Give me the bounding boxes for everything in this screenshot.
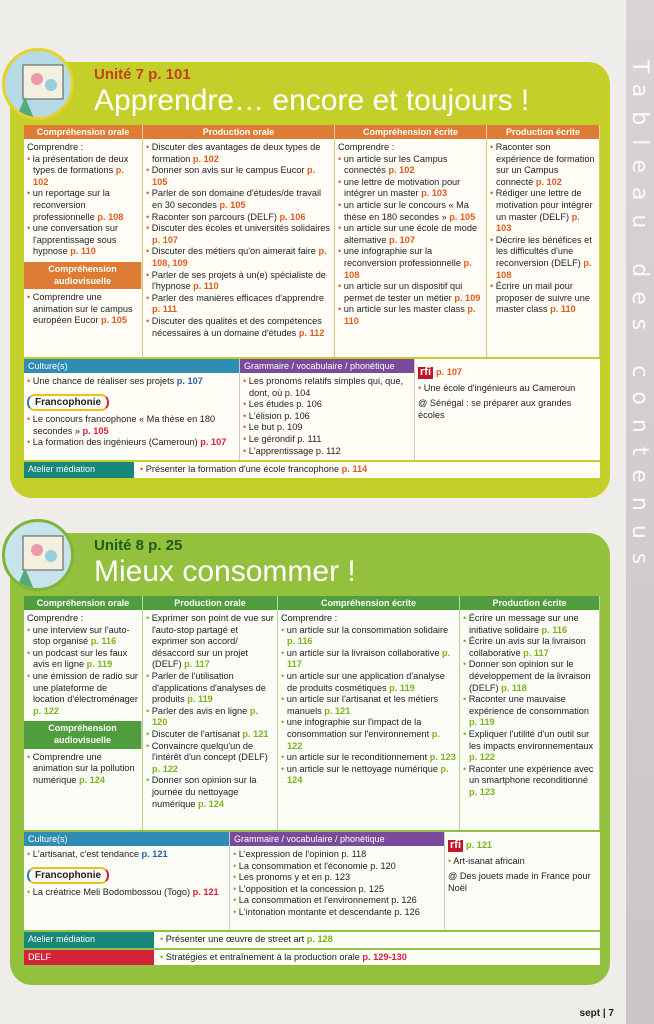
item-text: Discuter des écoles et universités solidaires [151, 223, 330, 234]
rfi-list [418, 383, 597, 395]
grammar-cell [240, 359, 415, 460]
page-ref[interactable]: p. 119 [86, 659, 113, 670]
table-body-row [24, 610, 600, 830]
audiovisual-header: Compréhension audiovisuelle [24, 262, 142, 289]
item-text: Raconter une expérience avec un smartphone reconditionné [468, 763, 594, 786]
item-text: une lettre de motivation pour intégrer un master [343, 176, 461, 199]
list-item [243, 399, 411, 411]
item-text: un article sur les Campus connectés [343, 153, 448, 176]
rfi-page-ref[interactable]: p. 107 [436, 367, 463, 377]
item-text: Donner son opinion sur la journée du nettoyage numérique [151, 775, 257, 809]
delf-row [24, 948, 600, 966]
item-text: Comprendre une animation sur le campus européen Eucor [32, 292, 133, 326]
page-ref[interactable]: p. 124 [78, 774, 106, 785]
list-item [281, 648, 456, 671]
item-list [281, 625, 456, 787]
rfi-item: • Art-isanat africain [448, 856, 597, 868]
rfi-item: • Une école d'ingénieurs au Cameroun [418, 383, 597, 395]
item-text: un podcast sur les faux avis en ligne [32, 647, 128, 670]
list-item [463, 613, 596, 636]
page-ref[interactable]: p. 102 [535, 176, 562, 187]
atelier-mediation-row [24, 930, 600, 948]
list-item [27, 849, 226, 861]
list-item [338, 223, 483, 246]
rfi-logo: rfi [420, 366, 431, 378]
culture-header: Culture(s) [24, 832, 229, 846]
page-ref[interactable]: p. 109 [454, 292, 481, 303]
item-text: Raconter une mauvaise expérience de consommation [468, 694, 590, 716]
item-text: Parler des manières efficaces d'apprendre [151, 292, 324, 303]
rfi-page-ref[interactable]: p. 121 [466, 840, 493, 850]
francophonie-badge: Francophonie [27, 867, 109, 885]
list-item [338, 154, 483, 177]
list-item [243, 422, 411, 434]
item-text: Exprimer son point de vue sur l'auto-stop partagé et exprimer son accord/ désaccord sur un projet (DELF) [151, 613, 274, 670]
delf-page-ref[interactable]: p. 129-130 [362, 951, 407, 962]
page-ref[interactable]: p. 108 [496, 257, 592, 280]
production-orale-cell [143, 139, 335, 357]
list-item [233, 849, 441, 861]
item-text: La formation des ingénieurs (Cameroun) [32, 437, 201, 448]
page-ref[interactable]: p. 108, 109 [152, 246, 327, 268]
item-text: un article sur une application d'analyse de produits cosmétiques [286, 670, 445, 693]
page-ref[interactable]: p. 102 [388, 165, 415, 176]
comprehension-orale-cell [24, 139, 143, 357]
list-item [281, 764, 456, 787]
production-ecrite-cell [487, 139, 600, 357]
list-item [27, 648, 139, 671]
item-text: Les pronoms relatifs simples qui, que, dont, où p. 104 [248, 376, 403, 398]
side-title: Tableau des contenus [627, 60, 652, 579]
page-ref[interactable]: p. 107 [176, 376, 203, 386]
column-header: Production orale [143, 596, 278, 610]
item-text: une interview sur l'auto-stop organisé [32, 624, 130, 647]
list-item [27, 188, 139, 223]
item-text: Écrire un avis sur la livraison collaborative [468, 636, 586, 658]
item-text: L'opposition et la concession p. 125 [238, 883, 385, 894]
item-text: Une chance de réaliser ses projets [32, 376, 177, 386]
page-ref[interactable]: p. 122 [287, 728, 440, 751]
item-text: Écrire un mail pour proposer de suivre une master class [495, 281, 590, 315]
list-item [281, 671, 456, 694]
page-ref[interactable]: p. 122 [152, 763, 179, 774]
page-ref[interactable]: p. 105 [152, 165, 316, 187]
francophonie-badge: Francophonie [27, 394, 109, 412]
column-header: Compréhension écrite [278, 596, 460, 610]
page-ref[interactable]: p. 116 [541, 624, 568, 635]
item-text: Discuter de l'artisanat [151, 728, 243, 739]
list-item [146, 165, 331, 188]
list-item [27, 437, 236, 449]
list-item [146, 613, 274, 671]
page-ref[interactable]: p. 105 [449, 211, 476, 222]
page-ref[interactable]: p. 122 [469, 752, 496, 763]
page-ref[interactable]: p. 105 [82, 425, 109, 436]
table-body-row [24, 139, 600, 357]
item-text: un reportage sur la reconversion professionnelle [32, 188, 110, 222]
list-item [281, 625, 456, 648]
item-text: L'expression de l'opinion p. 118 [238, 849, 367, 859]
list-item [146, 246, 331, 269]
item-text: un article sur le nettoyage numérique [286, 763, 441, 774]
item-text: Donner son opinion sur le développement de la livraison (DELF) [468, 659, 591, 693]
list-item [146, 223, 331, 246]
atelier-mediation-page-ref[interactable]: p. 114 [341, 464, 368, 475]
delf-content [154, 950, 413, 966]
list-item [27, 292, 139, 327]
rfi-header [418, 367, 597, 379]
bullet-icon: • [160, 951, 166, 962]
contents-table [24, 125, 600, 478]
column-header: Compréhension orale [24, 125, 143, 139]
unit-illustration [2, 48, 74, 120]
comprehension-ecrite-cell [278, 610, 460, 830]
list-item [146, 729, 274, 741]
culture-header: Culture(s) [24, 359, 239, 373]
list-item [281, 694, 456, 717]
list-item [27, 671, 139, 717]
list-item [243, 446, 411, 458]
page-ref[interactable]: p. 117 [287, 647, 451, 670]
production-orale-cell [143, 610, 278, 830]
item-text: Parler de ses projets à un(e) spécialiste de l'hypnose [151, 269, 326, 292]
page-ref[interactable]: p. 103 [496, 211, 580, 234]
item-list [27, 887, 226, 899]
page-ref[interactable]: p. 121 [242, 728, 269, 739]
list-item [27, 625, 139, 648]
atelier-mediation-page-ref[interactable]: p. 128 [306, 934, 333, 944]
list-item [146, 142, 331, 165]
culture-items [24, 846, 229, 902]
co-intro: Comprendre : [27, 142, 84, 152]
list-item [146, 293, 331, 316]
atelier-mediation-text: Présenter une œuvre de street art [165, 934, 307, 944]
unit-title: Mieux consommer ! [94, 555, 356, 588]
list-item [146, 270, 331, 293]
list-item [233, 895, 441, 907]
rfi-logo: rfi [450, 839, 461, 851]
page-ref[interactable]: p. 123 [429, 752, 456, 763]
item-text: Discuter des qualités et des compétences nécessaires à un domaine d'études [151, 315, 322, 338]
table-header-row [24, 125, 600, 139]
culture-cell [24, 832, 230, 930]
bullet-icon: • [140, 464, 146, 475]
page-ref[interactable]: p. 122 [33, 705, 60, 716]
page-ref[interactable]: p. 105 [219, 199, 246, 210]
comprehension-orale-cell [24, 610, 143, 830]
item-list [27, 292, 139, 327]
list-item [146, 775, 274, 810]
column-header: Production orale [143, 125, 335, 139]
page-ref[interactable]: p. 120 [152, 705, 259, 728]
item-list [27, 752, 139, 787]
list-item [338, 200, 483, 223]
page-ref[interactable]: p. 107 [200, 437, 227, 448]
list-item [27, 414, 236, 437]
item-text: la présentation de deux types de formations [32, 153, 129, 176]
unit-7-card [10, 62, 610, 498]
page-ref[interactable]: p. 117 [523, 647, 549, 658]
page-ref[interactable]: p. 110 [70, 246, 96, 257]
item-text: Raconter son expérience de formation sur un Campus connecté [495, 142, 595, 187]
culture-items [24, 373, 239, 452]
ce-intro: Comprendre : [281, 613, 338, 623]
column-header: Compréhension orale [24, 596, 143, 610]
item-list [27, 376, 236, 388]
item-text: L'artisanat, c'est tendance [32, 849, 142, 859]
item-text: Comprendre une animation sur la pollution numérique [32, 751, 135, 785]
side-strip [626, 0, 654, 1024]
page-ref[interactable]: p. 111 [152, 304, 178, 315]
item-list [338, 154, 483, 328]
list-item [27, 223, 139, 258]
item-text: un article sur le reconditionnement [286, 752, 430, 763]
list-item [233, 861, 441, 873]
item-text: Les pronoms y et en p. 123 [238, 872, 351, 883]
list-item [281, 752, 456, 764]
item-text: un article sur les master class [343, 304, 468, 315]
atelier-mediation-header: Atelier médiation [24, 932, 154, 948]
unit-illustration [2, 519, 74, 591]
item-list [463, 613, 596, 799]
list-item [243, 434, 411, 446]
page-ref[interactable]: p. 110 [344, 304, 476, 326]
item-list [233, 849, 441, 919]
list-item [233, 907, 441, 919]
list-item [27, 752, 139, 787]
item-list [146, 142, 331, 339]
item-text: Décrire les bénéfices et les difficultés d'une reconversion (DELF) [495, 234, 592, 268]
rfi-web-item[interactable]: @ Des jouets made in France pour Noël [448, 871, 597, 894]
page-ref[interactable]: p. 121 [192, 887, 219, 898]
unit-label[interactable]: Unité 8 p. 25 [94, 537, 183, 554]
ce-intro: Comprendre : [338, 142, 395, 152]
item-text: Le gérondif p. 111 [248, 433, 322, 444]
production-ecrite-cell [460, 610, 600, 830]
list-item [463, 764, 596, 799]
item-text: Le but p. 109 [248, 422, 303, 433]
page-ref[interactable]: p. 112 [298, 327, 325, 338]
delf-header: DELF [24, 950, 154, 966]
rfi-web-item[interactable]: @ Sénégal : se préparer aux grandes écoles [418, 398, 597, 421]
grammar-items [240, 373, 414, 460]
list-item [27, 154, 139, 189]
atelier-mediation-row [24, 460, 600, 478]
culture-grammar-row [24, 830, 600, 930]
item-text: Rédiger une lettre de motivation pour intégrer un master (DELF) [495, 188, 593, 222]
item-text: Le concours francophone « Ma thèse en 180 secondes » [32, 414, 216, 436]
item-text: un article sur l'artisanat et les métiers manuels [286, 694, 439, 716]
item-list [243, 376, 411, 457]
item-text: une émission de radio sur une plateforme de location d'électroménager [32, 670, 138, 705]
unit-8-card [10, 533, 610, 985]
item-text: La créatrice Meli Bodombossou (Togo) [32, 887, 193, 898]
list-item [463, 659, 596, 694]
item-list [490, 142, 596, 316]
list-item [490, 188, 596, 234]
grammar-header: Grammaire / vocabulaire / phonétique [230, 832, 444, 846]
item-text: Discuter des métiers qu'on aimerait faire [151, 246, 319, 257]
item-list [27, 414, 236, 449]
bullet-icon: • [160, 934, 166, 944]
list-item [146, 706, 274, 729]
list-item [146, 671, 274, 706]
list-item [338, 304, 483, 327]
item-text: Parler de l'utilisation d'applications d'analyses de produits [151, 670, 266, 705]
grammar-items [230, 846, 444, 922]
page-number: sept | 7 [579, 1008, 614, 1019]
item-text: Donner son avis sur le campus Eucor [151, 165, 308, 176]
page-ref[interactable]: p. 119 [389, 682, 415, 693]
list-item [146, 188, 331, 211]
list-item [490, 281, 596, 316]
item-text: un article sur la consommation solidaire [286, 624, 449, 635]
page-ref[interactable]: p. 121 [324, 705, 351, 716]
unit-title: Apprendre… encore et toujours ! [94, 84, 530, 117]
grammar-cell [230, 832, 445, 930]
list-item [281, 717, 456, 752]
list-item [338, 246, 483, 281]
page-ref[interactable]: p. 116 [287, 636, 313, 647]
page-ref[interactable]: p. 108 [97, 211, 124, 222]
item-list [146, 613, 274, 810]
page-ref[interactable]: p. 105 [100, 315, 127, 326]
list-item [243, 376, 411, 399]
item-text: Parler de son domaine d'études/de travail en 30 secondes [151, 188, 322, 210]
page-ref[interactable]: p. 102 [33, 165, 124, 187]
page-ref[interactable]: p. 103 [421, 188, 448, 199]
comprehension-ecrite-cell [335, 139, 487, 357]
column-header: Production écrite [487, 125, 600, 139]
page-ref[interactable]: p. 121 [141, 849, 168, 859]
item-list [27, 625, 139, 718]
page-ref[interactable]: p. 107 [152, 234, 179, 245]
item-text: une infographie sur la reconversion professionnelle [343, 246, 464, 268]
page-ref[interactable]: p. 123 [469, 786, 496, 797]
item-text: Discuter des avantages de deux types de formation [151, 142, 321, 164]
list-item [490, 142, 596, 188]
list-item [146, 741, 274, 776]
list-item [243, 411, 411, 423]
item-text: Les études p. 106 [248, 399, 322, 410]
list-item [27, 376, 236, 388]
list-item [490, 235, 596, 281]
list-item [338, 177, 483, 200]
item-text: une conversation sur l'apprentissage sous hypnose [32, 223, 119, 257]
page-ref[interactable]: p. 124 [287, 763, 449, 786]
unit-label[interactable]: Unité 7 p. 101 [94, 66, 191, 83]
list-item [233, 872, 441, 884]
item-list [27, 154, 139, 258]
page-ref[interactable]: p. 108 [344, 257, 472, 280]
list-item [463, 636, 596, 659]
column-header: Compréhension écrite [335, 125, 487, 139]
rfi-cell [415, 359, 600, 460]
column-header: Production écrite [460, 596, 600, 610]
page-ref[interactable]: p. 117 [184, 659, 210, 670]
page-ref[interactable]: p. 102 [192, 153, 219, 164]
item-text: L'apprentissage p. 112 [248, 445, 341, 456]
delf-text: Stratégies et entraînement à la production orale [165, 951, 363, 962]
atelier-mediation-header: Atelier médiation [24, 462, 134, 478]
item-text: un article sur une école de mode alternative [343, 223, 478, 245]
culture-cell [24, 359, 240, 460]
item-text: La consommation et l'économie p. 120 [238, 860, 396, 871]
list-item [463, 694, 596, 729]
page-ref[interactable]: p. 118 [501, 682, 527, 693]
page-ref[interactable]: p. 110 [193, 281, 219, 292]
rfi-list [448, 856, 597, 868]
list-item [233, 884, 441, 896]
item-text: La consommation et l'environnement p. 126 [238, 895, 417, 906]
page-ref[interactable]: p. 116 [90, 636, 117, 647]
item-text: Raconter son parcours (DELF) [151, 211, 280, 222]
item-text: Parler des avis en ligne [151, 705, 250, 716]
item-text: L'élision p. 106 [248, 410, 310, 421]
item-text: Convaincre quelqu'un de l'intérêt d'un concept (DELF) [151, 740, 268, 763]
item-text: une infographie sur l'impact de la consommation sur l'environnement [286, 717, 432, 739]
culture-grammar-row [24, 357, 600, 460]
list-item [338, 281, 483, 304]
page-ref[interactable]: p. 106 [279, 211, 306, 222]
list-item [463, 729, 596, 764]
page-ref[interactable]: p. 124 [197, 798, 225, 809]
grammar-header: Grammaire / vocabulaire / phonétique [240, 359, 414, 373]
table-header-row [24, 596, 600, 610]
page-ref[interactable]: p. 119 [187, 694, 213, 705]
audiovisual-header: Compréhension audiovisuelle [24, 721, 142, 748]
list-item [27, 887, 226, 899]
item-text: un article sur un dispositif qui permet de tester un métier [343, 281, 463, 303]
contents-table [24, 596, 600, 965]
rfi-cell [445, 832, 600, 930]
atelier-mediation-content [134, 462, 373, 478]
page-ref[interactable]: p. 110 [550, 304, 576, 315]
rfi-header [448, 840, 597, 852]
item-text: Expliquer l'utilité d'un outil sur les impacts environnementaux [468, 728, 594, 751]
atelier-mediation-text: Présenter la formation d'une école francophone [145, 464, 342, 475]
page-ref[interactable]: p. 119 [469, 717, 495, 728]
item-list [27, 849, 226, 861]
page-ref[interactable]: p. 107 [388, 234, 415, 245]
list-item [146, 316, 331, 339]
item-text: un article sur la livraison collaborative [286, 647, 443, 658]
atelier-mediation-content [154, 932, 339, 948]
item-text: L'intonation montante et descendante p. 126 [238, 906, 420, 917]
co-intro: Comprendre : [27, 613, 84, 623]
list-item [146, 212, 331, 224]
item-text: un article sur le concours « Ma thèse en 180 secondes » [343, 199, 469, 222]
item-text: Écrire un message sur une initiative solidaire [468, 613, 579, 635]
